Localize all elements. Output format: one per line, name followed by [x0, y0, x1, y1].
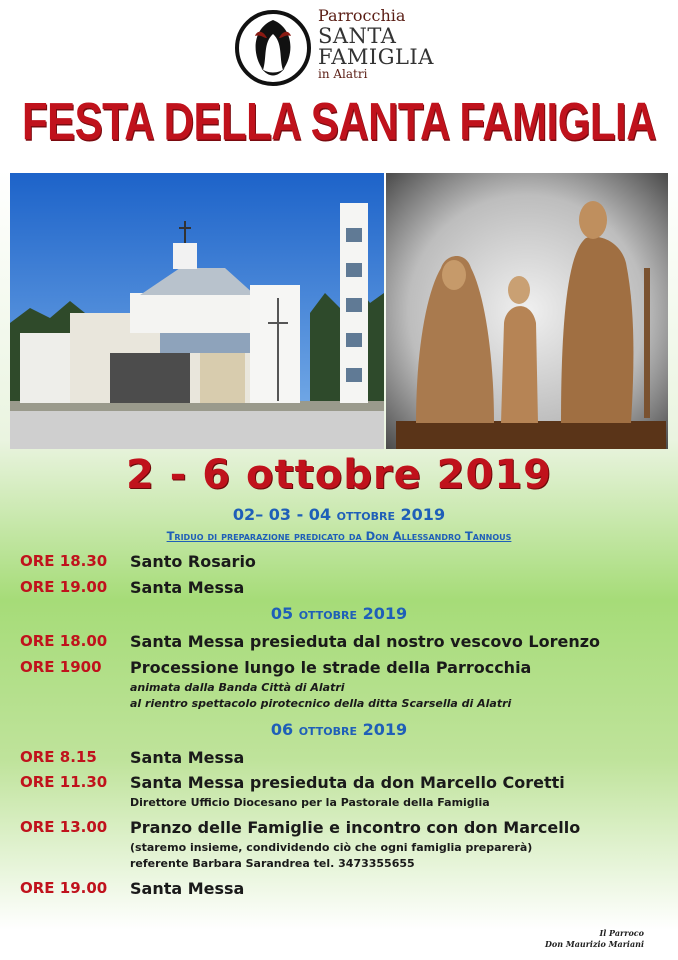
poster-title: FESTA DELLA SANTA FAMIGLIA: [21, 92, 657, 151]
signature-name: Don Maurizio Mariani: [544, 939, 644, 949]
schedule-event: Santo Rosario: [130, 552, 256, 571]
signature: [545, 928, 644, 950]
schedule-event: Santa Messa: [130, 748, 245, 767]
event-note: al rientro spettacolo pirotecnico della ditta Scarsella di Alatri: [130, 697, 512, 710]
schedule-time: ORE 1900: [20, 658, 102, 676]
schedule-event: Santa Messa presieduta dal nostro vescovo Lorenzo: [130, 632, 601, 651]
triduo-heading: 02– 03 - 04 ottobre 2019: [232, 505, 446, 524]
schedule-time: ORE 8.15: [20, 748, 97, 766]
day6-heading: 06 ottobre 2019: [270, 720, 408, 739]
schedule-event: Santa Messa: [130, 879, 245, 898]
signature-role: Il Parroco: [599, 928, 644, 938]
logo-line1: Parrocchia: [318, 6, 406, 25]
schedule-time: ORE 18.00: [20, 632, 108, 650]
logo-line4: in Alatri: [318, 67, 368, 81]
schedule-event: Pranzo delle Famiglie e incontro con don Marcello: [130, 818, 581, 837]
schedule-event: Santa Messa: [130, 578, 245, 597]
parish-name: [318, 8, 434, 80]
schedule-event: Processione lungo le strade della Parrocchia: [130, 658, 532, 677]
day5-heading: 05 ottobre 2019: [270, 604, 408, 623]
event-note: Direttore Ufficio Diocesano per la Pastorale della Famiglia: [130, 796, 490, 809]
schedule-event: Santa Messa presieduta da don Marcello Coretti: [130, 773, 565, 792]
triduo-subtitle: Triduo di preparazione predicato da Don Allessandro Tannous: [166, 529, 512, 543]
schedule-time: ORE 19.00: [20, 879, 108, 897]
event-dates: 2 - 6 ottobre 2019: [126, 452, 552, 498]
holy-family-statue-photo: [386, 173, 668, 449]
schedule-time: ORE 18.30: [20, 552, 108, 570]
logo-line2: SANTA: [318, 24, 397, 48]
schedule-time: ORE 11.30: [20, 773, 108, 791]
event-note: referente Barbara Sarandrea tel. 3473355655: [130, 857, 415, 870]
schedule-time: ORE 13.00: [20, 818, 108, 836]
schedule-time: ORE 19.00: [20, 578, 108, 596]
event-note: (staremo insieme, condividendo ciò che ogni famiglia preparerà): [130, 841, 533, 854]
event-note: animata dalla Banda Città di Alatri: [130, 681, 345, 694]
church-photo: [10, 173, 384, 449]
parish-logo-icon: [233, 8, 313, 88]
logo-line3: FAMIGLIA: [318, 45, 434, 69]
